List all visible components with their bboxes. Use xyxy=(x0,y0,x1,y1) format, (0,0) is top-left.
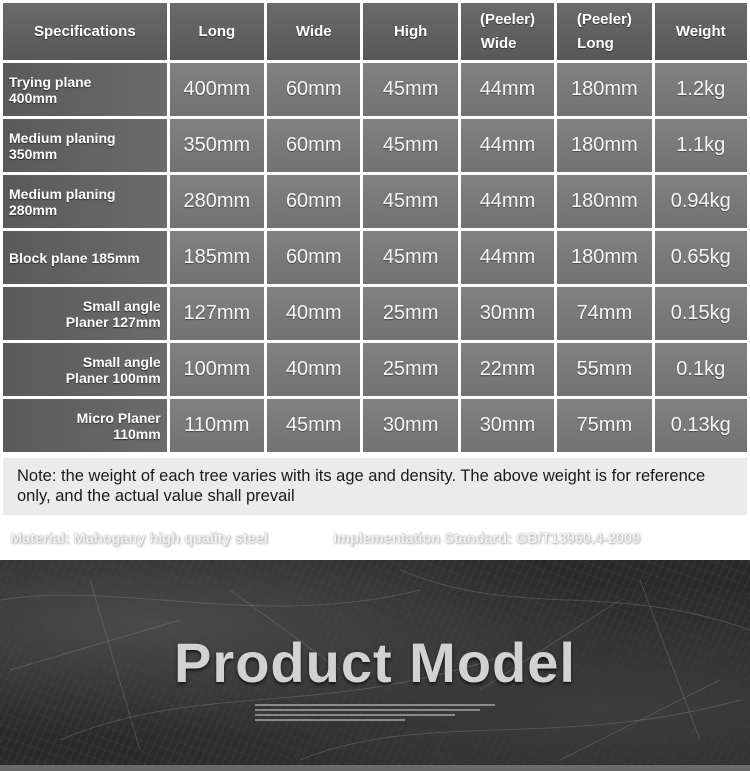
header-line: (Peeler) xyxy=(479,10,535,28)
table-cell: 110mm xyxy=(170,399,264,452)
header-line: (Peeler) xyxy=(576,10,632,28)
table-row xyxy=(3,399,747,452)
header-peeler-long xyxy=(557,3,651,60)
row-name-line: Medium planing xyxy=(9,129,116,146)
table-cell: 1.1kg xyxy=(655,119,747,172)
row-name xyxy=(3,63,167,116)
header-line: Wide xyxy=(480,34,517,52)
table-cell: 0.65kg xyxy=(655,231,747,284)
header-row xyxy=(3,3,747,60)
table-cell: 25mm xyxy=(363,287,457,340)
row-name-line: Block plane 185mm xyxy=(9,249,140,266)
table-cell: 280mm xyxy=(170,175,264,228)
table-cell: 25mm xyxy=(363,343,457,396)
table-cell: 185mm xyxy=(170,231,264,284)
table-cell: 0.94kg xyxy=(655,175,747,228)
table-cell: 180mm xyxy=(557,63,651,116)
table-cell: 350mm xyxy=(170,119,264,172)
table-cell: 55mm xyxy=(557,343,651,396)
table-cell: 0.1kg xyxy=(655,343,747,396)
row-name-line: Trying plane xyxy=(9,73,92,90)
row-name-line: 110mm xyxy=(113,425,161,442)
table-cell: 1.2kg xyxy=(655,63,747,116)
row-name xyxy=(3,399,167,452)
row-name-line: Micro Planer xyxy=(76,409,161,426)
product-model-banner xyxy=(0,560,750,771)
table-row xyxy=(3,63,747,116)
table-cell: 74mm xyxy=(557,287,651,340)
row-name-line: Planer 100mm xyxy=(65,369,161,386)
table-body xyxy=(3,63,747,452)
table-cell: 180mm xyxy=(557,175,651,228)
header-peeler-wide xyxy=(461,3,554,60)
row-name-line: Small angle xyxy=(82,353,161,370)
table-cell: 100mm xyxy=(170,343,264,396)
table-cell: 127mm xyxy=(170,287,264,340)
header-specifications: Specifications xyxy=(3,3,167,60)
table-cell: 44mm xyxy=(461,63,554,116)
table-cell: 40mm xyxy=(267,287,360,340)
banner-bottom-bar xyxy=(0,765,750,771)
table-cell: 180mm xyxy=(557,231,651,284)
table-cell: 30mm xyxy=(461,287,554,340)
table-cell: 400mm xyxy=(170,63,264,116)
table-row xyxy=(3,231,747,284)
table-cell: 60mm xyxy=(267,63,360,116)
table-cell: 45mm xyxy=(363,175,457,228)
table-cell: 30mm xyxy=(461,399,554,452)
table-cell: 75mm xyxy=(557,399,651,452)
fine-print-lines xyxy=(255,701,495,724)
row-name-line: Medium planing xyxy=(9,185,116,202)
meta-strip xyxy=(0,518,750,560)
header-long: Long xyxy=(170,3,264,60)
table-row xyxy=(3,287,747,340)
table-cell: 22mm xyxy=(461,343,554,396)
header-high: High xyxy=(363,3,457,60)
table-cell: 60mm xyxy=(267,231,360,284)
table-row xyxy=(3,119,747,172)
table-cell: 44mm xyxy=(461,175,554,228)
row-name xyxy=(3,119,167,172)
standard-text: Implementation Standard: GB/T13960.4-2009 xyxy=(333,531,641,547)
table-cell: 45mm xyxy=(363,63,457,116)
table-cell: 40mm xyxy=(267,343,360,396)
row-name-line: 280mm xyxy=(9,201,58,218)
row-name-line: 350mm xyxy=(9,145,58,162)
table-cell: 44mm xyxy=(461,231,554,284)
row-name xyxy=(3,175,167,228)
material-text: Material: Mahogany high quality steel xyxy=(10,531,268,547)
row-name xyxy=(3,287,167,340)
table-cell: 45mm xyxy=(363,119,457,172)
banner-title: Product Model xyxy=(174,631,576,694)
table-cell: 180mm xyxy=(557,119,651,172)
row-name xyxy=(3,231,167,284)
table-cell: 45mm xyxy=(267,399,360,452)
table-cell: 60mm xyxy=(267,175,360,228)
header-weight: Weight xyxy=(655,3,747,60)
row-name xyxy=(3,343,167,396)
table-cell: 0.13kg xyxy=(655,399,747,452)
table-cell: 0.15kg xyxy=(655,287,747,340)
table-row xyxy=(3,175,747,228)
row-name-line: 400mm xyxy=(9,89,58,106)
table-cell: 60mm xyxy=(267,119,360,172)
weight-note: Note: the weight of each tree varies with its age and density. The above weight is for reference only, and the actual value shall prevail xyxy=(3,458,747,515)
table-header xyxy=(3,3,747,60)
header-wide: Wide xyxy=(267,3,360,60)
table-cell: 45mm xyxy=(363,231,457,284)
row-name-line: Small angle xyxy=(82,297,161,314)
row-name-line: Planer 127mm xyxy=(65,313,161,330)
header-line: Long xyxy=(577,34,614,52)
table-cell: 30mm xyxy=(363,399,457,452)
table-row xyxy=(3,343,747,396)
table-cell: 44mm xyxy=(461,119,554,172)
